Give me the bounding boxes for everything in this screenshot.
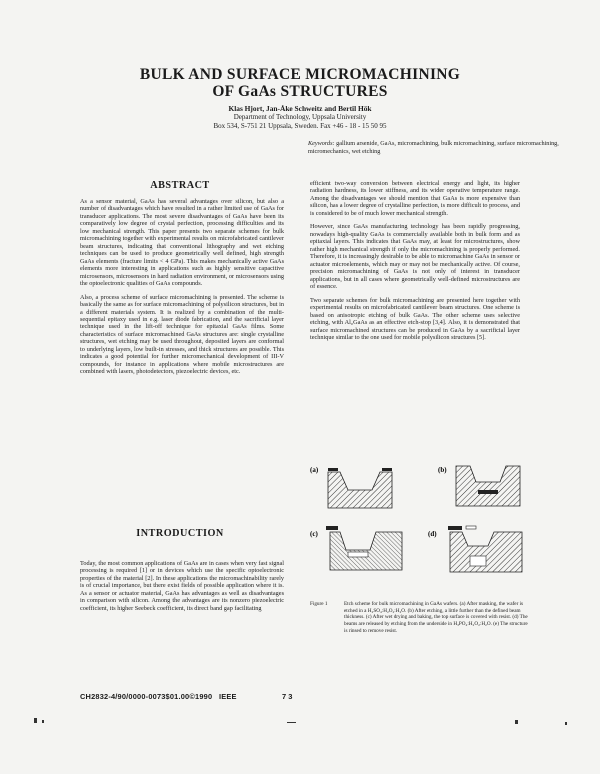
keywords-block — [308, 140, 568, 156]
scan-mark — [287, 722, 296, 723]
abstract-body — [80, 198, 284, 382]
scan-mark — [515, 720, 518, 724]
figure-1-diagram — [310, 460, 528, 586]
abstract-heading: ABSTRACT — [150, 180, 210, 191]
right-paragraph-1: efficient two-way conversion between electrical energy and light, its higher radiation hardness, its lower stiffness, and its wider operative temperature range. Among the disadvantages we should mention that GaAs is more expensive than silicon, has a lower degree of crystalline perfection, is more difficult to process, and is considered to be of much lower mechanical strength. — [310, 180, 520, 217]
paper-title-line-1: BULK AND SURFACE MICROMACHINING — [139, 66, 461, 83]
right-paragraph-2: However, since GaAs manufacturing technology has been rapidly progressing, nowadays high-quality GaAs is commercially available both in bulk form and as epitaxial layers. This indicates that GaAs may, at least for microstructures, show rather high mechanical strength if only the micromachining is properly performed. Therefore, it is increasingly desirable to be able to micromachine GaAs in sensor or actuator microelements, which may or may not be mechanically active. Of course, precision micromachining of GaAs is not only of interest in transducer applications, but in all cases where geometrically well-defined microstructures are of essence. — [310, 223, 520, 291]
scan-mark — [34, 718, 37, 723]
figure-panel-b — [438, 466, 520, 506]
introduction-heading: INTRODUCTION — [136, 528, 224, 539]
right-paragraph-3: Two separate schemes for bulk micromachining are presented here together with experimental results on microfabricated cantilever beam structures. One scheme is based on anisotropic etching of bulk GaAs. The other scheme uses selective etching, with Al₀GaAs as an effective etch-stop [3,4]. Also, it is demonstrated that surface micromachined structures can be produced in GaAs by a sacrificial layer technique similar to the one used for mobile polysilicon structures [5]. — [310, 296, 520, 341]
figure-caption-text: Etch scheme for bulk micromachining in GaAs wafers. (a) After masking, the wafer is etched in a H₂SO₄:H₂O₂:H₂O. (b) After etching, a little further than the defined beam thickness. (c) After wet drying and baking, the top surface is covered with resist. (d) The beams are released by etching from the underside in H₃PO₄:H₂O₂:H₂O. (e) The structure is rinsed to remove resist. — [344, 601, 528, 634]
keywords-label: Keywords: — [308, 140, 335, 147]
panel-label-a: (a) — [310, 466, 319, 474]
affiliation-line-2: Box 534, S-751 21 Uppsala, Sweden. Fax +46 - 18 - 15 50 95 — [213, 122, 387, 130]
panel-label-d: (d) — [428, 530, 437, 538]
figure-caption-label: Figure 1 — [310, 601, 328, 607]
page-number: 7 3 — [282, 692, 293, 701]
paper-title-line-2: OF GaAs STRUCTURES — [212, 83, 388, 100]
affiliation-line-1: Department of Technology, Uppsala University — [233, 113, 367, 121]
scan-mark — [565, 722, 567, 725]
introduction-body — [80, 560, 284, 618]
figure-panel-c — [310, 526, 402, 570]
panel-label-c: (c) — [310, 530, 318, 538]
figure-panel-d — [428, 526, 522, 572]
abstract-paragraph-2: Also, a process scheme of surface micromachining is presented. The scheme is basically the same as for surface micromachining of polysilicon structures, but in a different materials system. It is realized by a combination of the multi-sequential epitaxy used in e.g. laser diode fabrication, and the sacrificial layer technique used in the lift-off technique for epitaxial GaAs films. Some characteristics of surface micromachined GaAs structures are: single crystalline structures, wet etching may be used throughout, deposited layers are conformal to underlying layers, low built-in stresses, and thick structures are possible. This indicates a good potential for further micromechanical development of III-V compounds, for instance in applications where mobile microstructures are combined with lasers, photodetectors, piezoelectric devices, etc. — [80, 293, 284, 376]
right-column-body — [310, 180, 520, 348]
keywords-text: gallium arsenide, GaAs, micromachining, bulk micromachining, surface micromachining, micromechanics, wet etching — [308, 140, 559, 155]
introduction-paragraph-1: Today, the most common applications of GaAs are in cases when very fast signal processing is required [1] or in devices which use the specific optoelectronic properties of the material [2]. In these applications the micromachinability rarely is of crucial importance, but there exist fields of possible application where it is. As a sensor or actuator material, GaAs has advantages as well as disadvantages in comparison with silicon. Among the advantages are its nonzero piezoelectric coefficient, its higher Seebeck coefficient, its direct band gap facilitating — [80, 560, 284, 612]
copyright-line: CH2832-4/90/0000-0073$01.00©1990 IEEE — [80, 692, 237, 701]
author-list: Klas Hjort, Jan-Åke Schweitz and Bertil Hök — [228, 104, 372, 113]
figure-panel-a — [310, 466, 392, 508]
abstract-paragraph-1: As a sensor material, GaAs has several advantages over silicon, but also a number of disadvantages which have resulted in a rather limited use of GaAs for transducer applications. The most severe disadvantages of GaAs have been its comparatively low degree of crystal perfection, processing difficulties and its low mechanical strength. This paper presents two separate schemes for bulk micromachining together with experimental results on microfabricated cantilever beam structures, indicating that conventional lithography and wet etching techniques can be used to produce geometrically well defined, high strength GaAs elements (fracture limits < 4 GPa). This makes mechanically active GaAs elements more interesting in applications such as highly sensitive capacitive microsensors, microsensors in hard radiation environment, or microsensors using the optoelectronic qualities of GaAs compounds. — [80, 198, 284, 287]
scan-mark — [42, 720, 44, 723]
panel-label-b: (b) — [438, 466, 447, 474]
